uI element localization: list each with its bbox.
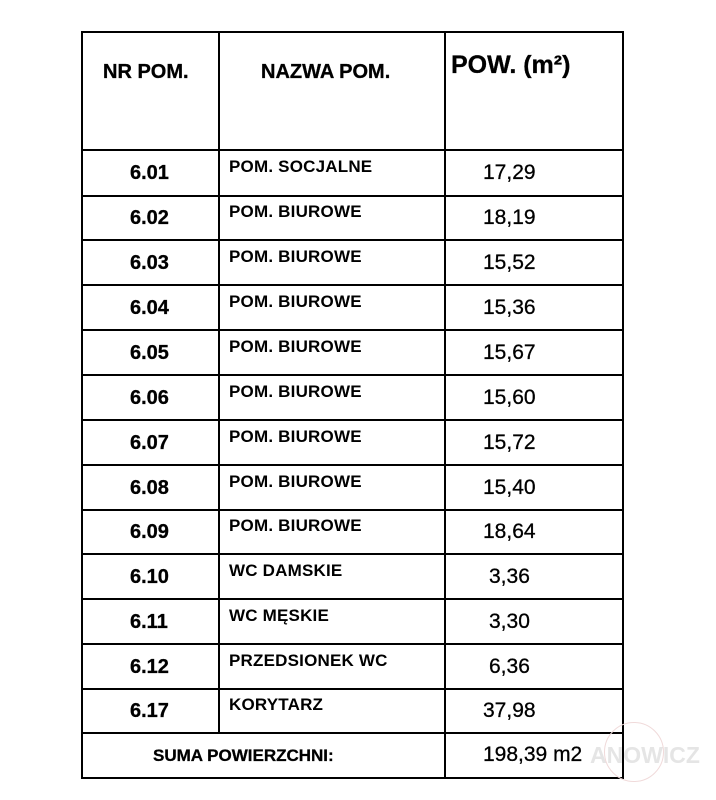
room-area: 37,98 — [483, 699, 536, 722]
row-divider — [83, 329, 622, 331]
room-name: POM. BIUROWE — [229, 516, 362, 535]
room-number: 6.11 — [130, 610, 168, 633]
column-divider-1 — [218, 33, 220, 732]
room-area: 3,36 — [489, 564, 530, 588]
row-divider — [83, 509, 622, 511]
row-divider — [83, 195, 622, 197]
row-divider — [83, 419, 622, 421]
room-area: 17,29 — [483, 161, 536, 184]
room-name: PRZEDSIONEK WC — [229, 650, 388, 670]
room-number: 6.01 — [130, 162, 169, 184]
row-divider — [83, 553, 622, 555]
room-number: 6.09 — [130, 521, 169, 543]
row-divider — [83, 643, 622, 645]
row-divider — [83, 374, 622, 376]
row-divider — [83, 149, 622, 151]
room-area: 18,64 — [483, 520, 536, 543]
room-area: 18,19 — [483, 206, 536, 229]
header-pow: POW. (m²) — [451, 51, 571, 79]
row-divider — [83, 239, 622, 241]
room-name: POM. BIUROWE — [229, 336, 362, 356]
room-name: POM. BIUROWE — [229, 426, 362, 446]
room-area: 15,60 — [483, 385, 536, 409]
room-area-table — [81, 31, 624, 779]
room-area: 15,52 — [483, 250, 536, 274]
room-number: 6.07 — [130, 431, 169, 454]
room-name: KORYTARZ — [229, 695, 324, 714]
room-number: 6.10 — [130, 565, 169, 588]
watermark-text: ANOWICZ — [590, 742, 700, 768]
row-divider — [83, 688, 622, 690]
row-divider — [83, 598, 622, 600]
room-number: 6.08 — [130, 476, 169, 499]
room-name: POM. BIUROWE — [229, 291, 362, 311]
summary-value: 198,39 m2 — [483, 743, 583, 766]
room-area: 15,36 — [483, 295, 536, 319]
row-divider — [83, 284, 622, 286]
room-number: 6.02 — [130, 207, 169, 229]
room-number: 6.06 — [130, 386, 169, 409]
room-name: WC DAMSKIE — [229, 560, 343, 580]
room-number: 6.17 — [130, 700, 169, 722]
room-number: 6.03 — [130, 251, 169, 274]
row-divider — [83, 464, 622, 466]
room-name: POM. BIUROWE — [229, 381, 362, 401]
header-nr: NR POM. — [103, 61, 189, 83]
room-area: 6,36 — [489, 654, 530, 678]
room-area: 15,40 — [483, 475, 536, 499]
row-divider — [83, 732, 622, 734]
header-nazwa: NAZWA POM. — [261, 61, 391, 83]
summary-label: SUMA POWIERZCHNI: — [153, 746, 334, 765]
room-area: 3,30 — [489, 609, 530, 633]
room-name: WC MĘSKIE — [229, 605, 330, 625]
room-name: POM. BIUROWE — [229, 471, 362, 491]
room-name: POM. SOCJALNE — [229, 157, 373, 176]
room-area: 15,72 — [483, 430, 536, 454]
room-number: 6.05 — [130, 341, 169, 364]
room-number: 6.04 — [130, 296, 169, 319]
room-area: 15,67 — [483, 340, 536, 364]
column-divider-2 — [444, 33, 446, 779]
room-name: POM. BIUROWE — [229, 246, 362, 266]
room-name: POM. BIUROWE — [229, 202, 362, 221]
room-number: 6.12 — [130, 655, 169, 678]
